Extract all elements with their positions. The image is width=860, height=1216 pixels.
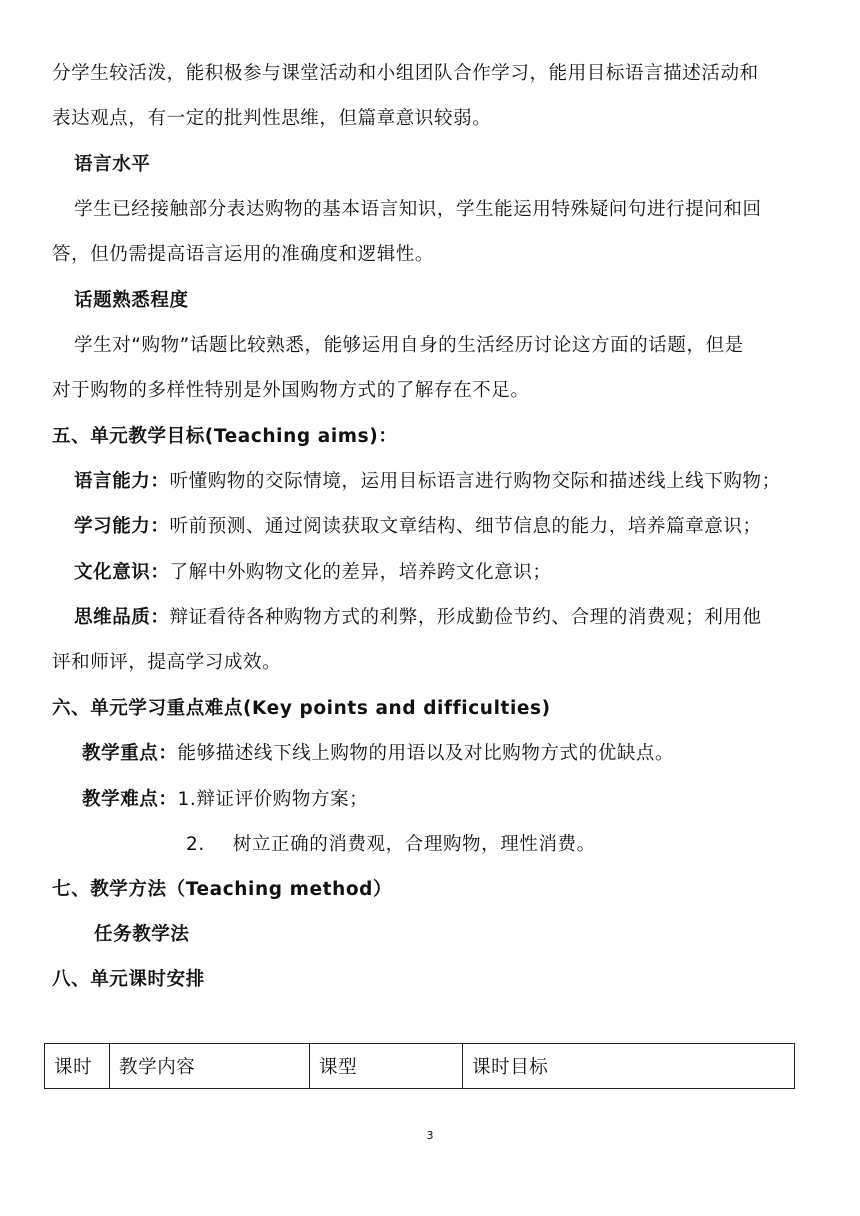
table-header-cell: 课时目标 bbox=[463, 1044, 795, 1089]
section-heading-teaching-aims: 五、单元教学目标(Teaching aims)： bbox=[52, 426, 398, 447]
aim-text: 听前预测、通过阅读获取文章结构、细节信息的能力，培养篇章意识； bbox=[169, 516, 762, 537]
aim-label: 文化意识： bbox=[74, 562, 170, 583]
difficulty-number-2: 2. bbox=[186, 834, 205, 855]
aim-text: 了解中外购物文化的差异，培养跨文化意识； bbox=[169, 562, 552, 583]
paragraph-line: 评和师评，提高学习成效。 bbox=[52, 652, 282, 673]
aim-text: 辩证看待各种购物方式的利弊，形成勤俭节约、合理的消费观；利用他 bbox=[169, 607, 762, 628]
paragraph-line: 表达观点，有一定的批判性思维，但篇章意识较弱。 bbox=[52, 108, 492, 129]
subheading-topic-familiarity: 话题熟悉程度 bbox=[74, 290, 189, 311]
section-heading-key-points: 六、单元学习重点难点(Key points and difficulties) bbox=[52, 698, 551, 719]
paragraph-line: 答，但仍需提高语言运用的准确度和逻辑性。 bbox=[52, 244, 435, 265]
table-header-cell: 课型 bbox=[310, 1044, 463, 1089]
paragraph-line: 学生对“购物”话题比较熟悉，能够运用自身的生活经历讨论这方面的话题，但是 bbox=[74, 335, 744, 356]
subheading-language-level: 语言水平 bbox=[74, 154, 151, 175]
aim-item bbox=[74, 515, 834, 539]
page-number: 3 bbox=[426, 1129, 434, 1142]
table-header-row bbox=[45, 1044, 795, 1089]
aim-item bbox=[74, 561, 834, 585]
difficulty-text-1: 1.辩证评价购物方案； bbox=[177, 789, 369, 810]
key-point-item bbox=[82, 742, 842, 766]
aim-item bbox=[74, 470, 834, 494]
aim-text: 听懂购物的交际情境，运用目标语言进行购物交际和描述线上线下购物； bbox=[169, 471, 781, 492]
table-header-cell: 课时 bbox=[45, 1044, 110, 1089]
aim-item bbox=[74, 606, 834, 630]
difficulty-text-2: 树立正确的消费观，合理购物，理性消费。 bbox=[232, 834, 596, 855]
section-heading-teaching-method: 七、教学方法（Teaching method） bbox=[52, 879, 393, 900]
teaching-method-text: 任务教学法 bbox=[94, 924, 190, 945]
lesson-schedule-table bbox=[44, 1043, 795, 1089]
table-header-cell: 教学内容 bbox=[110, 1044, 310, 1089]
paragraph-line: 对于购物的多样性特别是外国购物方式的了解存在不足。 bbox=[52, 380, 530, 401]
key-point-label: 教学重点： bbox=[82, 743, 178, 764]
difficulty-label: 教学难点： bbox=[82, 789, 178, 810]
difficulty-item bbox=[186, 833, 786, 857]
aim-label: 学习能力： bbox=[74, 516, 170, 537]
section-heading-lesson-schedule: 八、单元课时安排 bbox=[52, 969, 205, 990]
aim-label: 语言能力： bbox=[74, 471, 170, 492]
aim-label: 思维品质： bbox=[74, 607, 170, 628]
paragraph-line: 分学生较活泼，能积极参与课堂活动和小组团队合作学习，能用目标语言描述活动和 bbox=[52, 63, 759, 84]
difficulty-item bbox=[82, 788, 842, 812]
key-point-text: 能够描述线下线上购物的用语以及对比购物方式的优缺点。 bbox=[177, 743, 675, 764]
paragraph-line: 学生已经接触部分表达购物的基本语言知识，学生能运用特殊疑问句进行提问和回 bbox=[74, 199, 762, 220]
